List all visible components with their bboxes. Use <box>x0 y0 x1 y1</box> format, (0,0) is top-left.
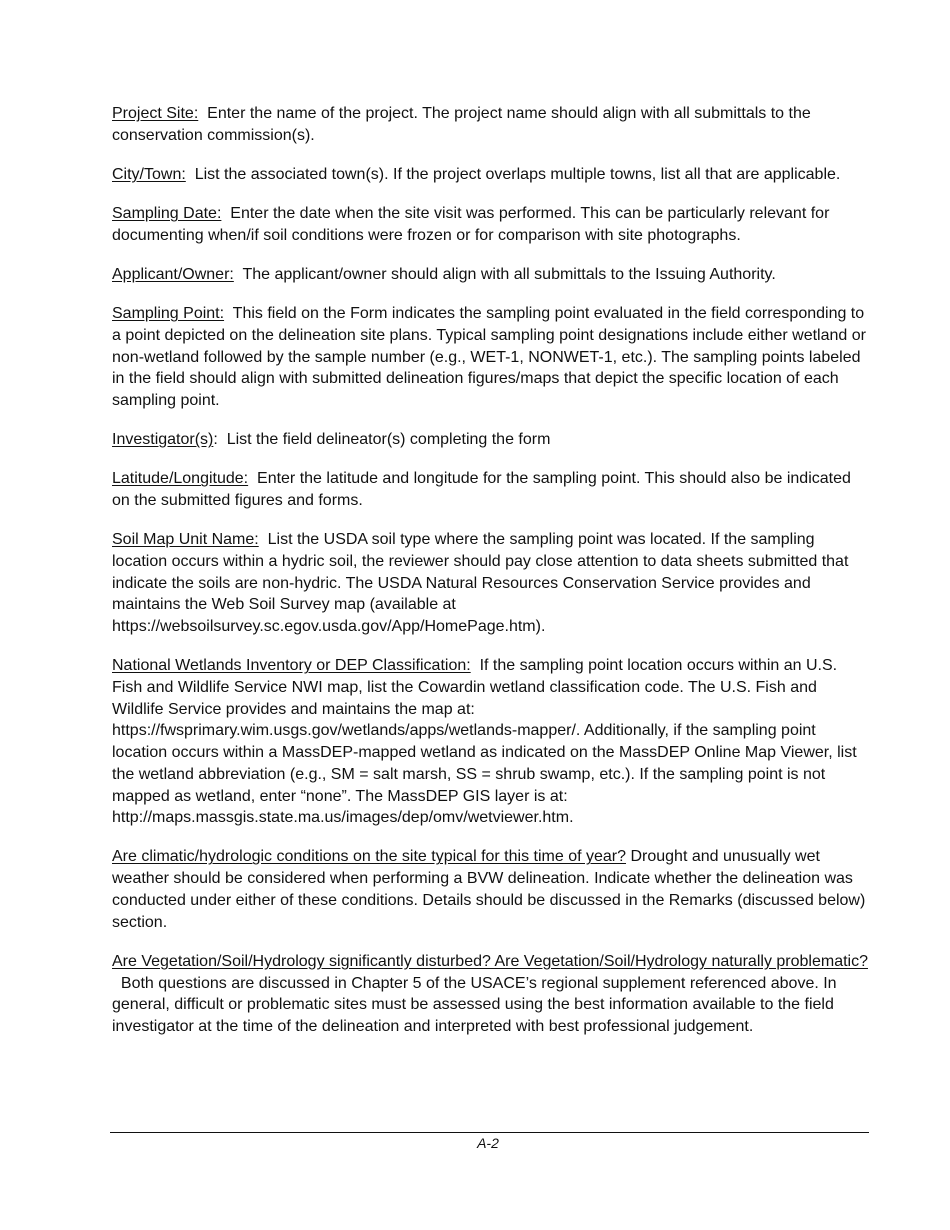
paragraph-city-town <box>112 164 868 186</box>
footer-rule <box>110 1132 869 1133</box>
paragraph-latitude-longitude <box>112 468 868 511</box>
description-soil-map-unit: List the USDA soil type where the sampling point was located. If the sampling location occurs within a hydric soil, the reviewer should pay close attention to data sheets submitted that indicate the soils are non-hydric. The USDA Natural Resources Conservation Service provides and maintains the Web Soil Survey map (available at https://websoilsurvey.sc.egov.usda.gov/App/HomePage.htm). <box>112 531 849 636</box>
paragraph-soil-map-unit <box>112 529 868 638</box>
description-climatic-conditions: Drought and unusually wet weather should be considered when performing a BVW delineation. Indicate whether the delineation was conducted under either of these conditions. Details should be discussed in the Remarks (discussed below) section. <box>112 848 866 931</box>
document-body <box>112 103 868 1055</box>
paragraph-sampling-point <box>112 303 868 412</box>
paragraph-climatic-conditions <box>112 846 868 933</box>
paragraph-project-site <box>112 103 868 146</box>
description-applicant-owner: The applicant/owner should align with all submittals to the Issuing Authority. <box>242 266 776 284</box>
description-disturbed-problematic: Both questions are discussed in Chapter 5 of the USACE’s regional supplement referenced above. In general, difficult or problematic sites must be assessed using the best information available to the field investigator at the time of the delineation and interpreted with best professional judgement. <box>112 974 837 1035</box>
term-latitude-longitude: Latitude/Longitude: <box>112 470 249 488</box>
term-applicant-owner: Applicant/Owner: <box>112 266 234 284</box>
description-sampling-date: Enter the date when the site visit was performed. This can be particularly relevant for documenting when/if soil conditions were frozen or for comparison with site photographs. <box>112 205 830 244</box>
description-city-town: List the associated town(s). If the project overlaps multiple towns, list all that are applicable. <box>194 165 841 183</box>
description-latitude-longitude: Enter the latitude and longitude for the sampling point. This should also be indicated on the submitted figures and forms. <box>112 470 851 510</box>
term-climatic-conditions: Are climatic/hydrologic conditions on the site typical for this time of year? <box>112 848 627 866</box>
term-project-site: Project Site: <box>112 105 199 122</box>
description-nwi-dep: If the sampling point location occurs within an U.S. Fish and Wildlife Service NWI map, list the Cowardin wetland classification code. The U.S. Fish and Wildlife Service provides and maintains the map at: https://fwsprimary.wim.usgs.gov/wetlands/apps/wetlands-mapper/. Additionally, if the sampling point location occurs within a MassDEP-mapped wetland as indicated on the MassDEP Online Map Viewer, list the wetland abbreviation (e.g., SM = salt marsh, SS = shrub swamp, etc.). If the sampling point is not mapped as wetland, enter “none”. The MassDEP GIS layer is at: http://maps.massgis.state.ma.us/images/dep/omv/wetviewer.htm. <box>112 657 857 827</box>
term-sampling-date: Sampling Date: <box>112 205 222 223</box>
description-investigators: : List the field delineator(s) completing the form <box>213 431 551 449</box>
paragraph-nwi-dep <box>112 655 868 829</box>
paragraph-sampling-date <box>112 203 868 246</box>
description-sampling-point: This field on the Form indicates the sampling point evaluated in the field corresponding to a point depicted on the delineation site plans. Typical sampling point designations include either wetland or non-wetland followed by the sample number (e.g., WET-1, NONWET-1, etc.). The sampling points labeled in the field should align with submitted delineation figures/maps that depict the specific location of each sampling point. <box>112 305 866 410</box>
paragraph-applicant-owner <box>112 264 868 286</box>
term-disturbed-problematic: Are Vegetation/Soil/Hydrology significantly disturbed? Are Vegetation/Soil/Hydrology naturally problematic? <box>112 952 868 970</box>
description-project-site: Enter the name of the project. The project name should align with all submittals to the conservation commission(s). <box>112 105 811 144</box>
term-sampling-point: Sampling Point: <box>112 305 225 323</box>
paragraph-disturbed-problematic <box>112 951 868 1038</box>
term-soil-map-unit: Soil Map Unit Name: <box>112 531 259 549</box>
term-investigators: Investigator(s) <box>112 431 214 449</box>
page-number: A-2 <box>477 1135 499 1151</box>
paragraph-investigators <box>112 429 868 451</box>
term-city-town: City/Town: <box>112 165 186 183</box>
term-nwi-dep: National Wetlands Inventory or DEP Classification: <box>112 657 471 675</box>
